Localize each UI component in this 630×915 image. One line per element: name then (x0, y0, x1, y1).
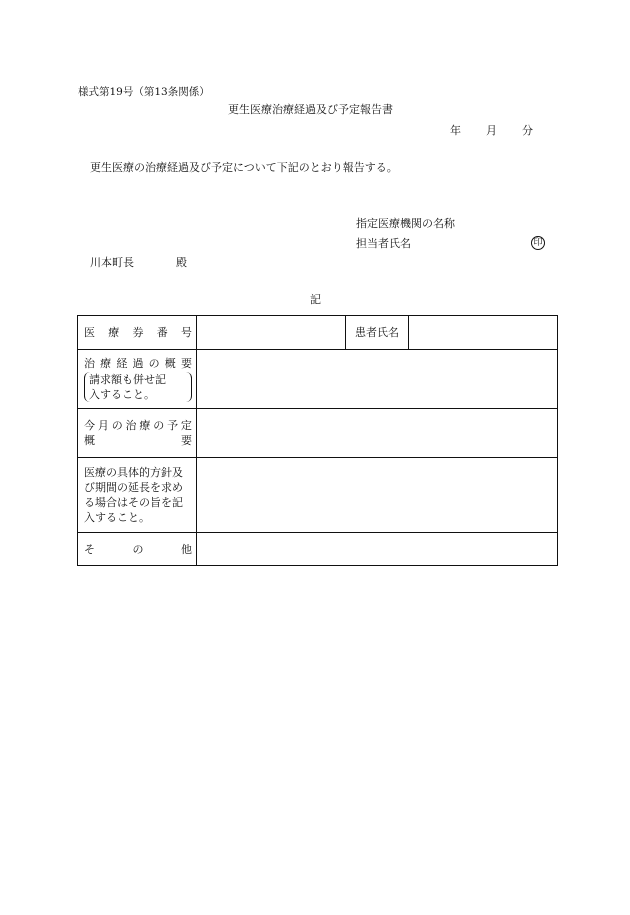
treatment-policy-field[interactable] (197, 458, 558, 533)
other-label: そ の 他 (78, 533, 197, 566)
addressee-name: 川本町長 (90, 256, 134, 269)
form-number: 様式第19号（第13条関係） (78, 86, 210, 98)
period-label: 分 (522, 124, 533, 137)
treatment-progress-label: 治 療 経 過 の 概 要 請求額も併せ記 入すること。 (78, 350, 197, 409)
table-row (78, 533, 558, 566)
report-table (77, 315, 558, 566)
certificate-number-label: 医 療 券 番 号 (78, 316, 197, 350)
year-label: 年 (450, 124, 461, 137)
ki-label: 記 (310, 293, 321, 306)
treatment-plan-label: 今 月 の 治 療 の 予 定 概 要 (78, 409, 197, 458)
document-title: 更生医療治療経過及び予定報告書 (228, 103, 393, 116)
patient-name-label: 患者氏名 (346, 316, 409, 350)
report-statement: 更生医療の治療経過及び予定について下記のとおり報告する。 (90, 161, 398, 174)
patient-name-field[interactable] (409, 316, 558, 350)
treatment-policy-label: 医療の具体的方針及 び期間の延長を求め る場合はその旨を記 入すること。 (78, 458, 197, 533)
table-row (78, 409, 558, 458)
certificate-number-field[interactable] (197, 316, 346, 350)
person-in-charge-label: 担当者氏名 (356, 237, 411, 250)
month-label: 月 (486, 124, 497, 137)
addressee (90, 257, 187, 268)
other-field[interactable] (197, 533, 558, 566)
treatment-progress-field[interactable] (197, 350, 558, 409)
addressee-honorific: 殿 (176, 256, 187, 269)
bracket-note: 請求額も併せ記 入すること。 (84, 372, 192, 402)
table-row (78, 458, 558, 533)
treatment-plan-field[interactable] (197, 409, 558, 458)
seal-mark: 印 (531, 236, 545, 250)
institution-name-label: 指定医療機関の名称 (356, 217, 455, 230)
table-row (78, 316, 558, 350)
table-row (78, 350, 558, 409)
date-line (450, 125, 533, 136)
